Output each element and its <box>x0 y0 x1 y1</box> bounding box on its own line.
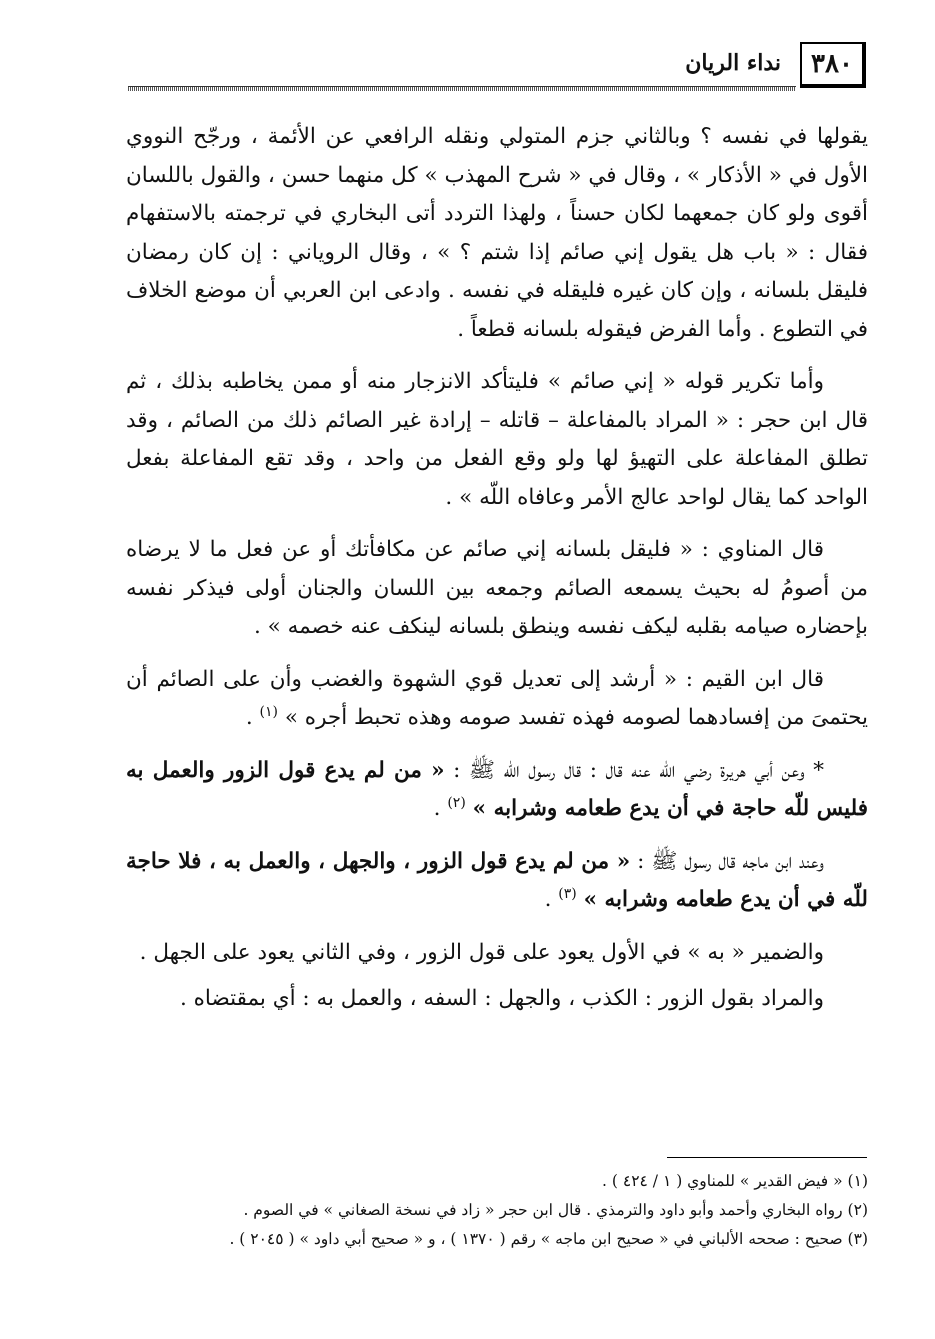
closing-line-1: والضمير « به » في الأول يعود على قول الزور ، وفي الثاني يعود على الجهل . <box>139 939 824 965</box>
paragraph-4 <box>126 661 868 738</box>
paragraph-3: قال المناوي : « فليقل بلسانه إني صائم عن مكافأتك أو عن فعل ما لا يرضاه من أصومُ له بحيث يسمعه الصائم وجمعه بين اللسان والجنان أولى فيذكر نفسه بإحضاره صيامه بقلبه ليكف نفسه وينطق بلسانه لينكف عنه خصمه » . <box>126 537 868 639</box>
page-header <box>128 38 866 96</box>
closing-line-2: والمراد بقول الزور : الكذب ، والجهل : السفه ، والعمل به : أي بمقتضاه . <box>180 986 824 1011</box>
running-title: نداء الريان <box>685 50 781 76</box>
main-text <box>126 118 868 1027</box>
footnote-3: (٣) صحيح : صححه الألباني في « صحيح ابن ماجه » رقم ( ١٣٧٠ ) ، و « صحيح أبي داود » ( ٢٠٤٥ ) . <box>229 1230 868 1248</box>
footnote-1: (١) « فيض القدير » للمناوي ( ١ / ٤٢٤ ) . <box>602 1172 868 1190</box>
paragraph-4-text: قال ابن القيم : « أرشد إلى تعديل قوي الشهوة والغضب وأن على الصائم أن يحتمىَ من إفسادهما لصومه فهذه تفسد صومه وهذه تحبط أجره » <box>126 666 868 730</box>
hadith-1-quote: « من لم يدع قول الزور والعمل به فليس للّه حاجة في أن يدع طعامه وشرابه » <box>126 757 868 821</box>
page-number: ٣٨٠ <box>800 42 866 88</box>
footnote-2: (٢) رواه البخاري وأحمد وأبو داود والترمذي . قال ابن حجر « زاد في نسخة الصغاني » في الصوم . <box>243 1201 868 1219</box>
hadith-1-tail: . <box>433 796 448 821</box>
footnote-ref-2: (٢) <box>447 794 466 811</box>
hadith-ibn-majah <box>126 843 868 920</box>
hadith-2-tail: . <box>544 887 559 912</box>
footnote-ref-3: (٣) <box>558 885 577 902</box>
paragraph-4-tail: . <box>245 705 260 730</box>
footnote-separator <box>667 1157 867 1158</box>
hadith-abu-hurayra <box>126 752 868 829</box>
paragraph-1: يقولها في نفسه ؟ وبالثاني جزم المتولي ونقله الرافعي عن الأئمة ، ورجّح النووي الأول في « الأذكار » ، وقال في « شرح المهذب » كل منهما حسن ، والقول باللسان أقوى ولو كان جمعهما لكان حسناً ، ولهذا التردد أتى البخاري في ترجمته بالاستفهام فقال : « باب هل يقول إني صائم إذا شتم ؟ » ، وقال الروياني : إن كان رمضان فليقل بلسانه ، وإن كان غيره فليقله في نفسه . وادعى ابن العربي أن موضع الخلاف في التطوع . وأما الفرض فيقوله بلسانه قطعاً . <box>126 124 868 342</box>
hadith-2-intro: وعند ابن ماجه قال رسول ﷺ : <box>630 848 824 874</box>
footnotes <box>126 1167 868 1254</box>
hadith-2-quote: « من لم يدع قول الزور ، والجهل ، والعمل به ، فلا حاجة للّه في أن يدع طعامه وشرابه » <box>126 848 868 912</box>
paragraph-2: وأما تكرير قوله « إني صائم » فليتأكد الانزجار منه أو ممن يخاطبه بذلك ، ثم قال ابن حجر : « المراد بالمفاعلة – قاتله – إرادة غير الصائم ذلك من الصائم ، وقد تطلق المفاعلة على التهيؤ لها ولو وقع الفعل من واحد ، وقد تقع المفاعلة بفعل الواحد كما يقال لواحد عالج الأمر وعافاه اللّه » . <box>126 369 868 510</box>
hadith-1-intro: * وعن أبي هريرة رضي اللّه عنه قال : قال رسول اللّه ﷺ : <box>444 757 824 783</box>
header-rule <box>128 86 796 91</box>
footnote-ref-1: (١) <box>259 703 278 720</box>
